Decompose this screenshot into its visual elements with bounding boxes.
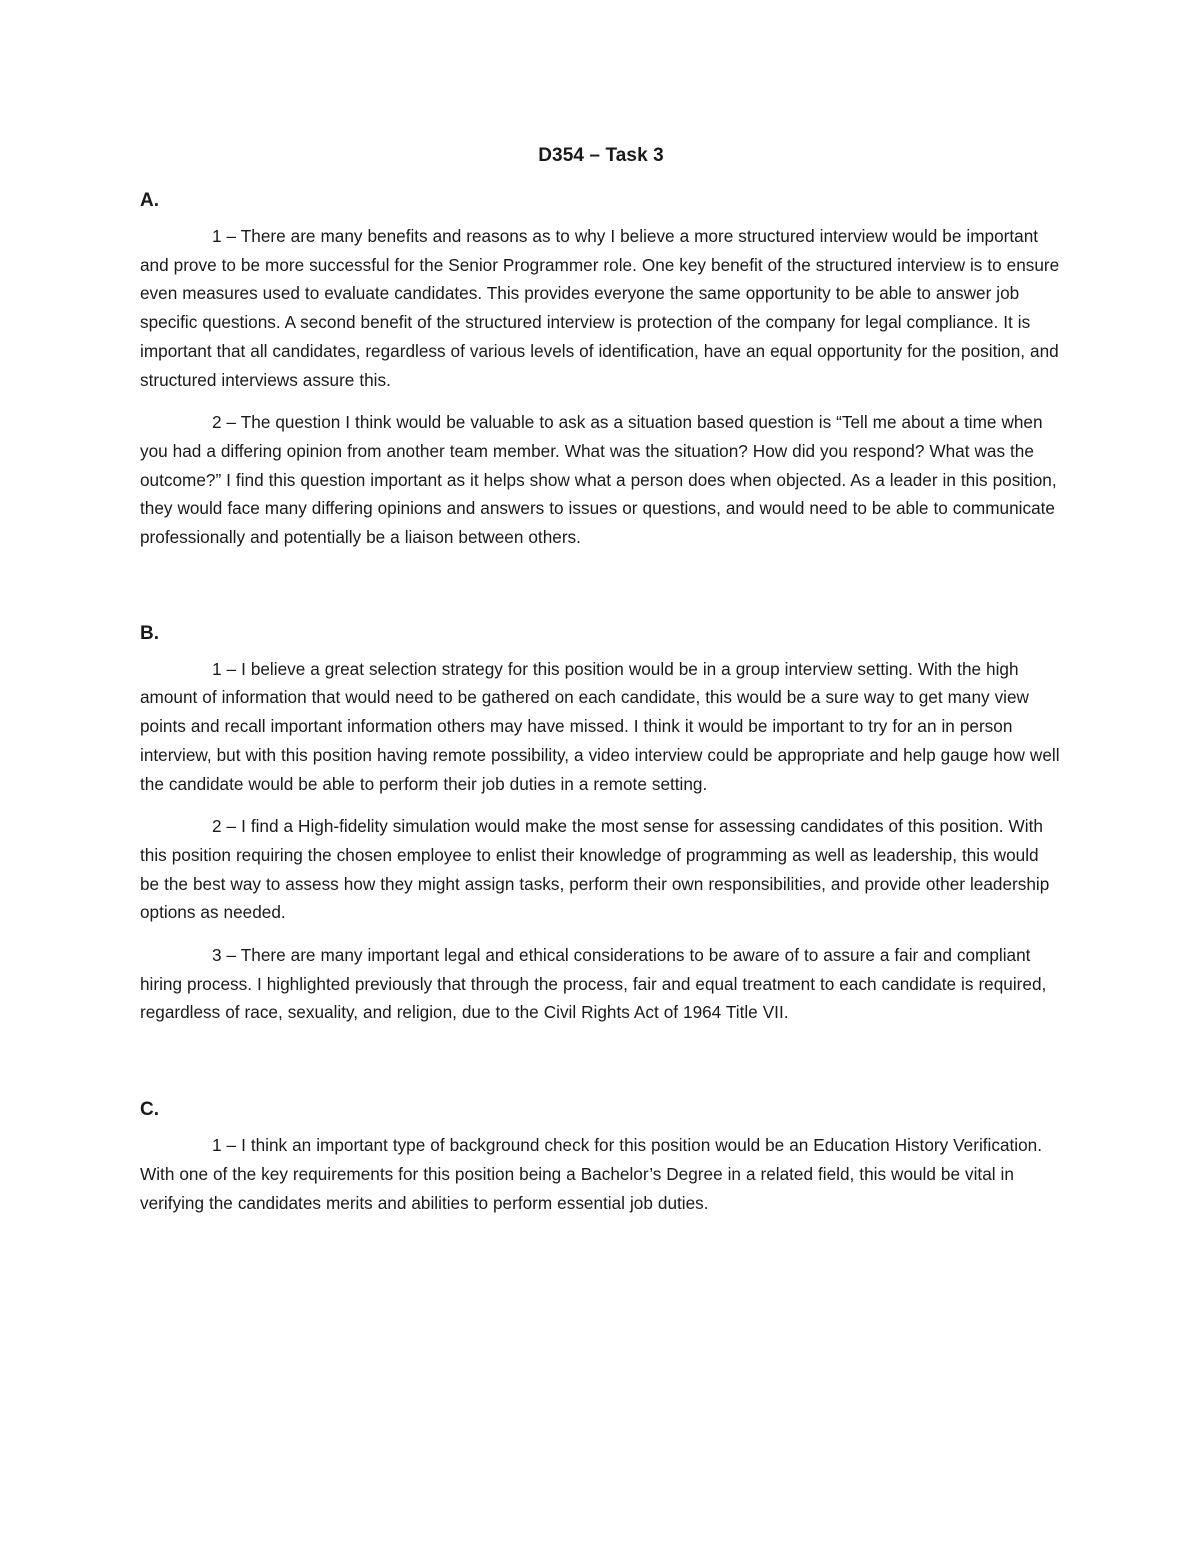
section-b [140, 619, 1062, 1027]
section-c-paragraph-1: 1 – I think an important type of background check for this position would be an Education History Verification. With one of the key requirements for this position being a Bachelor’s Degree in a related field, this would be vital in verifying the candidates merits and abilities to perform essential job duties. [140, 1135, 1043, 1213]
section-b-heading: B. [140, 622, 159, 644]
section-b-paragraph-1: 1 – I believe a great selection strategy for this position would be in a group interview setting. With the high amount of information that would need to be gathered on each candidate, this would be a sure way to get many view points and recall important information others may have missed. I think it would be important to try for an in person interview, but with this position having remote possibility, a video interview could be appropriate and help gauge how well the candidate would be able to perform their job duties in a remote setting. [140, 658, 1060, 794]
section-spacer [140, 1041, 1062, 1095]
section-a-heading: A. [140, 190, 159, 211]
section-a-paragraph-2: 2 – The question I think would be valuable to ask as a situation based question is “Tell me about a time when you had a differing opinion from another team member. What was the situation? How did you respond? What was the outcome?” I find this question important as it helps show what a person does when objected. As a leader in this position, they would face many differing opinions and answers to issues or questions, and would need to be able to communicate professionally and potentially be a liaison between others. [140, 412, 1057, 548]
section-c-heading: C. [140, 1099, 159, 1121]
section-b-paragraph-2: 2 – I find a High-fidelity simulation would make the most sense for assessing candidates of this position. With this position requiring the chosen employee to enlist their knowledge of programming as well as leadership, this would be the best way to assess how they might assign tasks, perform their own responsibilities, and provide other leadership options as needed. [140, 816, 1050, 923]
section-c [140, 1095, 1062, 1217]
section-spacer [140, 566, 1062, 619]
document-title: D354 – Task 3 [538, 145, 664, 166]
document-body [140, 141, 1062, 1231]
section-a [140, 186, 1062, 552]
section-a-paragraph-1: 1 – There are many benefits and reasons as to why I believe a more structured interview would be important and prove to be more successful for the Senior Programmer role. One key benefit of the structured interview is to ensure even measures used to evaluate candidates. This provides everyone the same opportunity to be able to answer job specific questions. A second benefit of the structured interview is protection of the company for legal compliance. It is important that all candidates, regardless of various levels of identification, have an equal opportunity for the position, and structured interviews assure this. [140, 226, 1060, 390]
section-b-paragraph-3: 3 – There are many important legal and ethical considerations to be aware of to assure a fair and compliant hiring process. I highlighted previously that through the process, fair and equal treatment to each candidate is required, regardless of race, sexuality, and religion, due to the Civil Rights Act of 1964 Title VII. [140, 945, 1047, 1023]
